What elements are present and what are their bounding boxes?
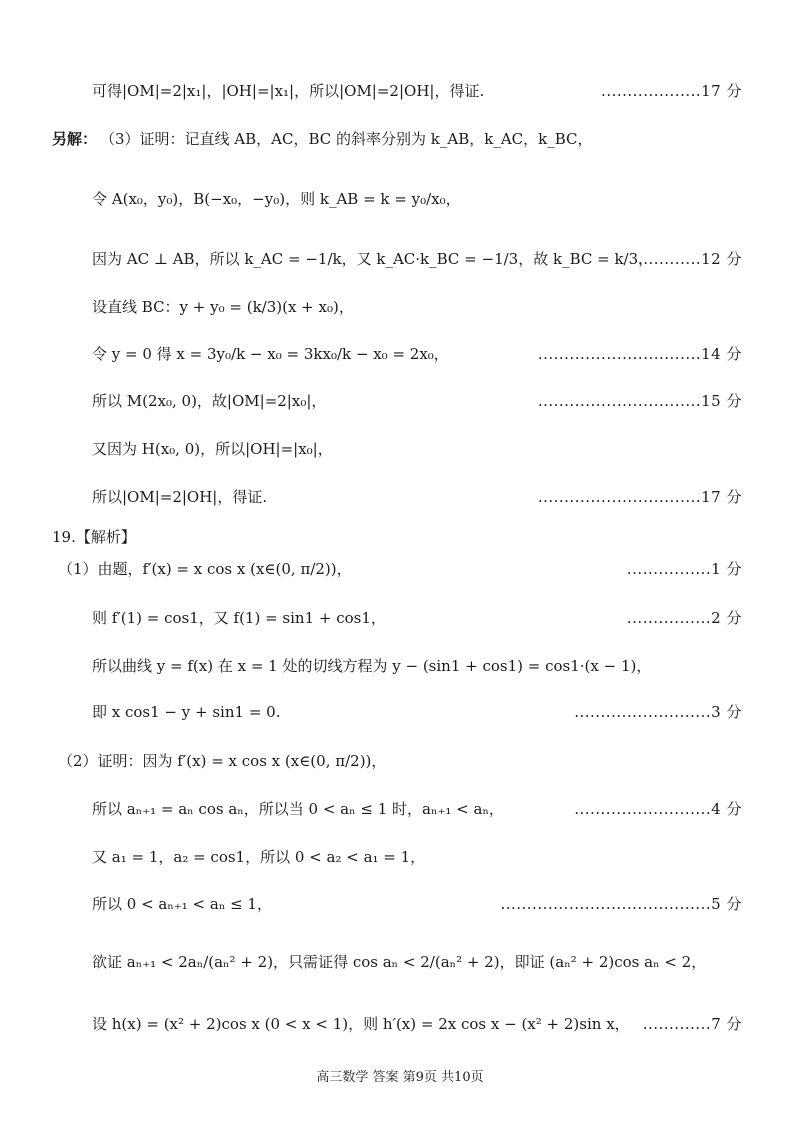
- proof-line: [0, 118, 800, 158]
- line-text: 又 a₁ = 1，a₂ = cos1，所以 0 < a₂ < a₁ = 1，: [92, 847, 426, 866]
- proof-line: [0, 883, 800, 923]
- line-text: 可得|OM|=2|x₁|，|OH|=|x₁|，所以|OM|=2|OH|，得证.: [92, 81, 485, 100]
- line-text: 所以 M(2x₀, 0)，故|OM|=2|x₀|，: [92, 391, 327, 410]
- page-footer: 高三数学 答案 第9页 共10页: [316, 1070, 484, 1085]
- alt-solution-label: 另解：: [52, 129, 98, 148]
- score-points: ..........................3 分: [574, 702, 742, 721]
- line-text: 则 f′(1) = cos1，又 f(1) = sin1 + cos1，: [92, 608, 386, 627]
- line-text: 所以曲线 y = f(x) 在 x = 1 处的切线方程为 y − (sin1 + cos1) = cos1·(x − 1)，: [92, 656, 652, 675]
- line-text: 设 h(x) = (x² + 2)cos x (0 < x < 1)，则 h′(x) = 2x cos x − (x² + 2)sin x，: [92, 1014, 630, 1033]
- proof-line: [0, 548, 800, 588]
- line-text: 19.【解析】: [52, 527, 136, 546]
- proof-line: [0, 788, 800, 828]
- line-text: （1）由题，f′(x) = x cos x (x∈(0, π/2))，: [58, 559, 352, 578]
- line-text: 因为 AC ⊥ AB，所以 k_AC = −1/k，又 k_AC·k_BC = −1/3，故 k_BC = k/3，: [92, 249, 654, 268]
- proof-line: [0, 238, 800, 278]
- line-text: 所以 0 < aₙ₊₁ < aₙ ≤ 1，: [92, 894, 272, 913]
- score-points: ...............................15 分: [537, 391, 742, 410]
- proof-line: [0, 178, 800, 218]
- proof-line: [0, 691, 800, 731]
- score-points: ........................................5 分: [500, 894, 742, 913]
- score-points: ..........................4 分: [574, 799, 742, 818]
- score-points: ................1 分: [626, 559, 742, 578]
- line-text: 所以|OM|=2|OH|，得证.: [92, 487, 268, 506]
- score-points: ...............................14 分: [537, 344, 742, 363]
- proof-line: [0, 333, 800, 373]
- score-points: .............7 分: [642, 1014, 742, 1033]
- proof-line: [0, 836, 800, 876]
- proof-line: [0, 740, 800, 780]
- line-text: 欲证 aₙ₊₁ < 2aₙ/(aₙ² + 2)，只需证得 cos aₙ < 2/(aₙ² + 2)，即证 (aₙ² + 2)cos aₙ < 2，: [92, 952, 707, 971]
- line-text: 令 A(x₀，y₀)，B(−x₀，−y₀)，则 k_AB = k = y₀/x₀，: [92, 189, 461, 208]
- proof-line: [0, 476, 800, 516]
- proof-line: [0, 941, 800, 981]
- proof-line: [0, 597, 800, 637]
- score-points: ................2 分: [626, 608, 742, 627]
- proof-line: [0, 645, 800, 685]
- proof-line: [0, 70, 800, 110]
- line-text: 设直线 BC：y + y₀ = (k/3)(x + x₀)，: [92, 297, 354, 316]
- line-text: 又因为 H(x₀, 0)，所以|OH|=|x₀|，: [92, 439, 333, 458]
- line-text: 即 x cos1 − y + sin1 = 0.: [92, 702, 281, 721]
- proof-line: [0, 1003, 800, 1043]
- line-text: 所以 aₙ₊₁ = aₙ cos aₙ，所以当 0 < aₙ ≤ 1 时，aₙ₊₁ < aₙ，: [92, 799, 504, 818]
- line-text: （2）证明：因为 f′(x) = x cos x (x∈(0, π/2))，: [58, 751, 387, 770]
- line-text: 令 y = 0 得 x = 3y₀/k − x₀ = 3kx₀/k − x₀ = 2x₀，: [92, 344, 449, 363]
- score-points: ...................17 分: [601, 81, 742, 100]
- score-points: ...............................17 分: [537, 487, 742, 506]
- proof-line: [0, 428, 800, 468]
- score-points: ............12 分: [637, 249, 742, 268]
- proof-line: [0, 286, 800, 326]
- line-text: （3）证明：记直线 AB，AC，BC 的斜率分别为 k_AB，k_AC，k_BC，: [100, 129, 593, 148]
- proof-line: [0, 380, 800, 420]
